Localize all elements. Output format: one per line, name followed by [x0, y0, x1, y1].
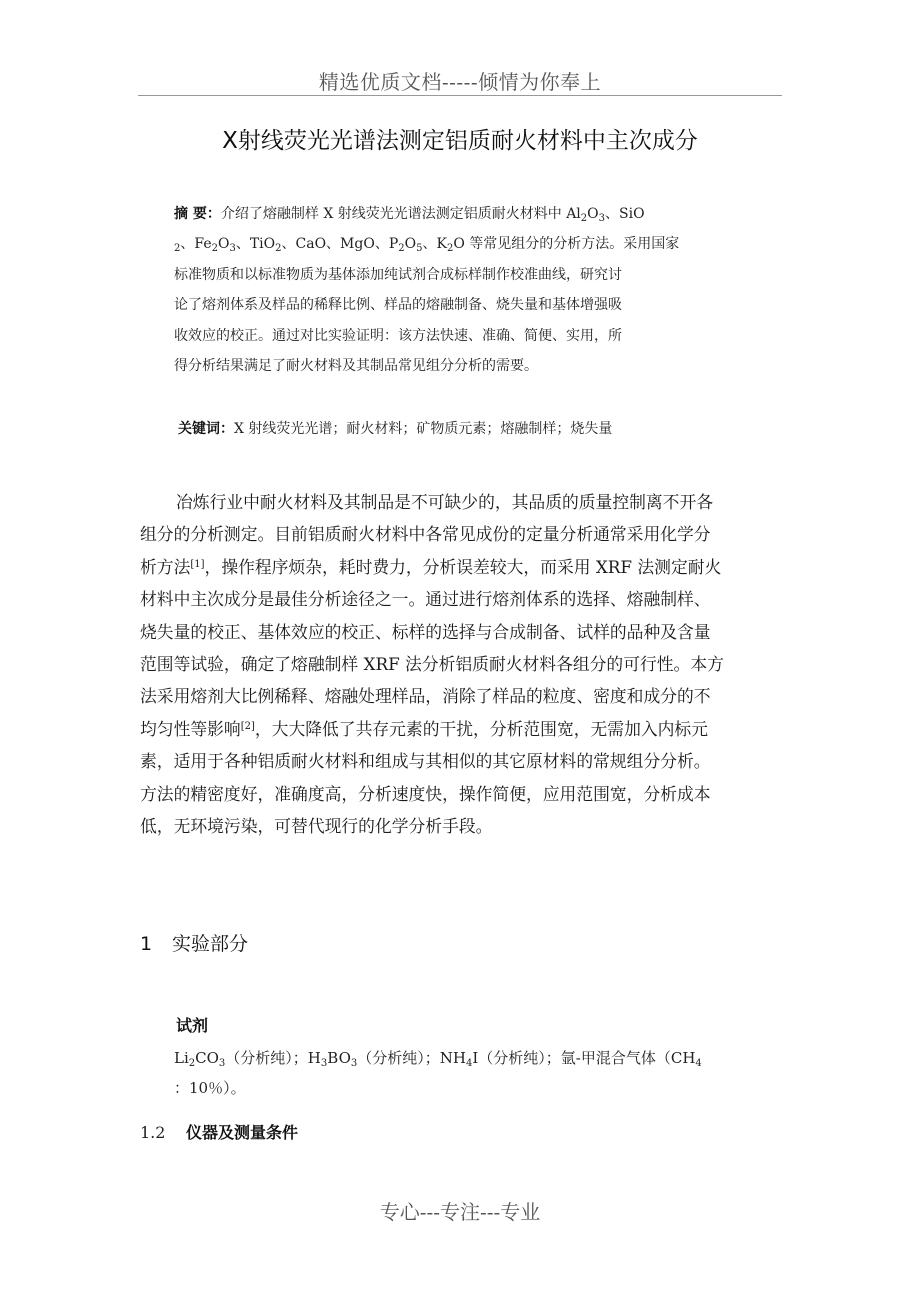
reagent-text: BO	[327, 1049, 351, 1067]
header-rule	[138, 95, 782, 96]
body-text: ，大大降低了共存元素的干扰，分析范围宽，无需加入内标元	[254, 718, 708, 739]
section-title: 实验部分	[172, 933, 249, 955]
body-line: 组分的分析测定。目前铝质耐火材料中各常见成份的定量分析通常采用化学分	[140, 524, 711, 545]
section-heading	[140, 929, 248, 956]
abstract-line-2	[174, 229, 734, 259]
subscript: 2	[580, 213, 588, 224]
subscript: 3	[229, 243, 236, 255]
body-line: 方法的精密度好，准确度高，分析速度快，操作简便，应用范围宽，分析成本	[140, 783, 711, 804]
subscript: 4	[695, 1058, 702, 1069]
reagents-line-1	[174, 1043, 774, 1073]
page-footer: 专心---专注---专业	[379, 1200, 541, 1224]
subsection-heading	[140, 1120, 298, 1143]
abstract-label: 摘 要：	[174, 206, 221, 222]
subscript: 3	[320, 1058, 328, 1069]
body-line: 材料中主次成分是最佳分析途径之一。通过进行熔剂体系的选择、熔融制样、	[140, 589, 711, 610]
intro-paragraph	[140, 486, 780, 842]
subscript: 2	[275, 243, 282, 255]
body-text: ，操作程序烦杂，耗时费力，分析误差较大，而采用 XRF 法测定耐火	[204, 556, 722, 577]
subscript: 3	[218, 1058, 226, 1069]
subscript: 2	[398, 243, 405, 255]
subscript: 3	[598, 213, 606, 224]
abstract-text: O 等常见组分的分析方法。采用国家	[453, 236, 680, 253]
subscript: 2	[211, 243, 218, 255]
body-line: 低，无环境污染，可替代现行的化学分析手段。	[140, 815, 493, 836]
subsection-number: 1.2	[140, 1123, 166, 1142]
subscript: 4	[465, 1058, 473, 1069]
subscript: 3	[350, 1058, 358, 1069]
subscript: 2	[446, 243, 454, 255]
body-text: 均匀性等影响	[140, 718, 241, 739]
reagent-text: Li	[174, 1049, 189, 1067]
abstract-text: 介绍了熔融制样 X 射线荧光光谱法测定铝质耐火材料中 Al	[220, 206, 581, 222]
abstract-line-1	[174, 199, 734, 229]
reagent-text: （分析纯）；NH	[357, 1049, 466, 1067]
keywords-text: X 射线荧光光谱；耐火材料；矿物质元素；熔融制样；烧失量	[234, 421, 613, 437]
body-line	[140, 713, 780, 745]
citation-ref: [2]	[240, 720, 255, 732]
citation-ref: [1]	[190, 558, 205, 570]
abstract-line-3: 标准物质和以标准物质为基体添加纯试剂合成标样制作校准曲线，研究讨	[174, 266, 622, 283]
subscript: 2	[174, 243, 181, 255]
abstract-text: 、TiO	[235, 236, 276, 253]
subsection-title: 仪器及测量条件	[186, 1123, 299, 1142]
reagents-heading: 试剂	[176, 1016, 209, 1035]
keywords-label: 关键词：	[178, 421, 234, 437]
body-line: 范围等试验，确定了熔融制样 XRF 法分析铝质耐火材料各组分的可行性。本方	[140, 653, 724, 674]
reagents-list	[174, 1043, 774, 1103]
abstract-line-6: 得分析结果满足了耐火材料及其制品常见组分分析的需要。	[174, 357, 538, 374]
body-line: 法采用熔剂大比例稀释、熔融处理样品，消除了样品的粒度、密度和成分的不	[140, 686, 711, 707]
abstract-text: O	[217, 236, 230, 253]
abstract-line-4: 论了熔剂体系及样品的稀释比例、样品的熔融制备、烧失量和基体增强吸	[174, 297, 622, 314]
reagents-line-2: ：10％）。	[174, 1079, 246, 1097]
reagent-text: CO	[195, 1049, 219, 1067]
subscript: 2	[188, 1058, 196, 1069]
body-line: 烧失量的校正、基体效应的校正、标样的选择与合成制备、试样的品种及含量	[140, 621, 711, 642]
body-line	[140, 551, 780, 583]
abstract-text: O	[587, 206, 599, 222]
abstract-text: 、CaO、MgO、P	[281, 236, 399, 253]
keywords	[178, 418, 612, 438]
body-text: 析方法	[140, 556, 191, 577]
abstract-text: 、K	[422, 236, 447, 253]
abstract-line-5: 收效应的校正。通过对比实验证明：该方法快速、准确、简便、实用，所	[174, 327, 622, 344]
abstract	[174, 199, 734, 381]
body-line: 冶炼行业中耐火材料及其制品是不可缺少的，其品质的质量控制离不开各	[176, 492, 714, 512]
reagent-text: I（分析纯）；氩-甲混合气体（CH	[472, 1049, 696, 1067]
paper-title: X射线荧光光谱法测定铝质耐火材料中主次成分	[222, 128, 698, 154]
page-header: 精选优质文档-----倾情为你奉上	[318, 70, 602, 94]
reagent-text: （分析纯）；H	[225, 1049, 321, 1067]
body-line: 素，适用于各种铝质耐火材料和组成与其相似的其它原材料的常规组分分析。	[140, 751, 711, 772]
abstract-text: 、SiO	[605, 206, 645, 222]
subscript: 5	[416, 243, 423, 255]
section-number: 1	[140, 933, 153, 955]
abstract-text: O	[404, 236, 417, 253]
abstract-text: 、Fe	[180, 236, 212, 253]
